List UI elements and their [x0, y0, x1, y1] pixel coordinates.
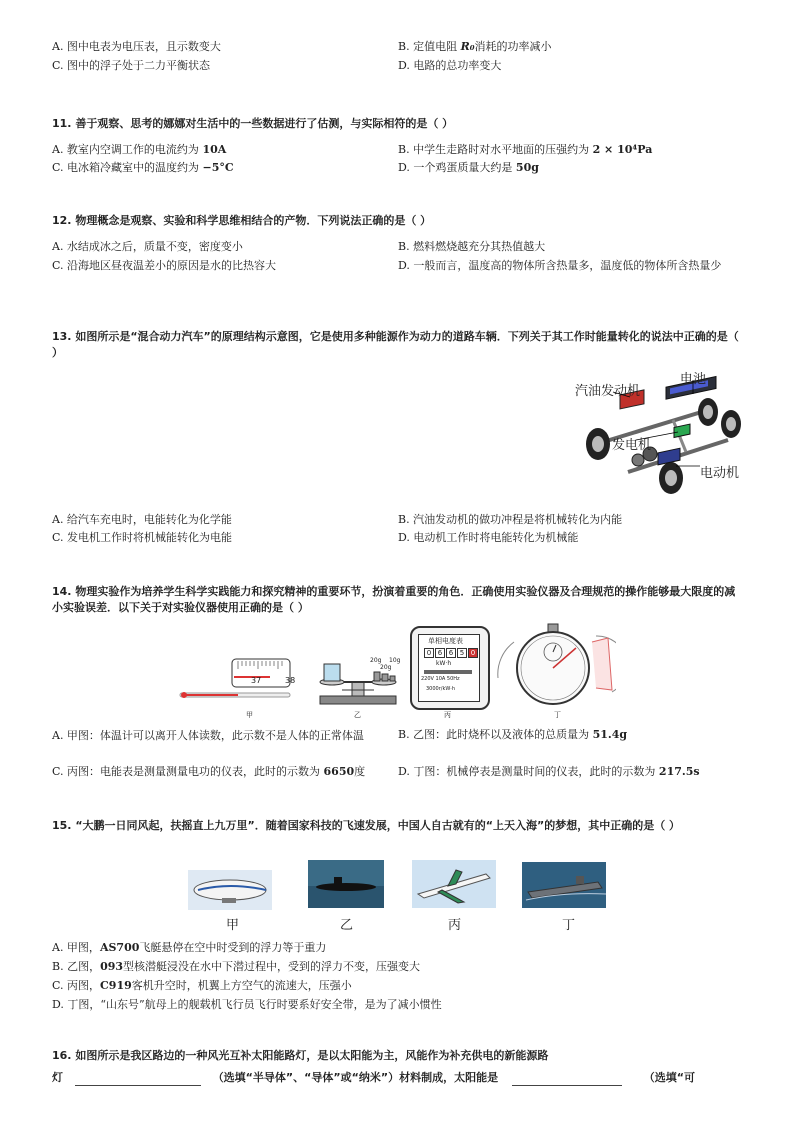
- q11-option-a[interactable]: A. 教室内空调工作的电流约为 10A: [52, 143, 227, 156]
- balance-figure: [318, 652, 401, 708]
- q16-blank-1[interactable]: [75, 1073, 201, 1086]
- q12-option-b[interactable]: B. 燃料燃烧越充分其热值越大: [398, 240, 546, 253]
- fig-label-yi: 乙: [354, 711, 361, 719]
- q12-option-c[interactable]: C. 沿海地区昼夜温差小的原因是水的比热容大: [52, 259, 277, 272]
- photo-label-yi: 乙: [340, 918, 354, 933]
- meter-title: 单相电度表: [428, 637, 463, 645]
- weight-2: 20g: [380, 664, 392, 671]
- c919-photo: [412, 860, 496, 908]
- thermo-tick-37: 37: [251, 676, 262, 685]
- wheel-rear-right: [659, 462, 683, 494]
- q13-option-a[interactable]: A. 给汽车充电时，电能转化为化学能: [52, 513, 232, 526]
- photo-label-ding: 丁: [562, 918, 576, 933]
- meter-rate: 3000r/kW·h: [426, 686, 456, 692]
- q11-option-c[interactable]: C. 电冰箱冷藏室中的温度约为 −5°C: [52, 161, 234, 174]
- fig-label-jia: 甲: [246, 711, 253, 719]
- submarine-photo: [308, 860, 384, 908]
- q13-stem: 13. 如图所示是“混合动力汽车”的原理结构示意图，它是使用多种能源作为动力的道路车辆．下列关于其工作时能量转化的说法中正确的是（ ）: [52, 330, 739, 359]
- meter-digit: 6: [446, 648, 456, 658]
- meter-digit: 5: [457, 648, 467, 658]
- photo-label-jia: 甲: [226, 918, 240, 933]
- q16-stem-line1: 16. 如图所示是我区路边的一种风光互补太阳能路灯，是以太阳能为主，风能作为补充供电的新能源路: [52, 1049, 549, 1062]
- q16-blank-2[interactable]: [512, 1073, 622, 1086]
- q10-option-b[interactable]: B. 定值电阻 R₀消耗的功率减小: [398, 40, 552, 53]
- meter-spec: 220V 10A 50Hz: [421, 676, 460, 682]
- label-motor: 电动机: [700, 466, 740, 481]
- q14-option-a[interactable]: A. 甲图：体温计可以离开人体读数，此示数不是人体的正常体温: [52, 729, 364, 742]
- label-gasoline-engine: 汽油发动机: [575, 384, 641, 399]
- fig-label-bing: 丙: [444, 711, 451, 719]
- q16-stem-line2: 灯 （选填“半导体”、“导体”或“纳米”）材料制成，太阳能是 （选填“可: [52, 1071, 695, 1084]
- meter-digit: 6: [435, 648, 445, 658]
- q13-option-c[interactable]: C. 发电机工作时将机械能转化为电能: [52, 531, 233, 544]
- q15-option-c[interactable]: C. 丙图，C919客机升空时，机翼上方空气的流速大，压强小: [52, 979, 352, 992]
- q11-stem: 11. 善于观察、思考的娜娜对生活中的一些数据进行了估测，与实际相符的是（ ）: [52, 117, 454, 130]
- photo-label-bing: 丙: [448, 918, 462, 933]
- stopwatch-figure: [496, 622, 616, 708]
- q15-option-d[interactable]: D. 丁图，“山东号”航母上的舰载机飞行员飞行时要系好安全带，是为了减小惯性: [52, 998, 442, 1011]
- airship-photo: [188, 870, 272, 910]
- thermo-tick-38: 38: [285, 676, 296, 685]
- meter-digit: 0: [468, 648, 478, 658]
- q12-option-d[interactable]: D. 一般而言，温度高的物体所含热量多，温度低的物体所含热量少: [398, 259, 722, 272]
- q12-stem: 12. 物理概念是观察、实验和科学思维相结合的产物．下列说法正确的是（ ）: [52, 214, 432, 227]
- q10-option-a[interactable]: A. 图中电表为电压表，且示数变大: [52, 40, 221, 53]
- meter-unit: kW·h: [436, 660, 452, 667]
- fig-label-ding: 丁: [554, 711, 561, 719]
- electric-meter-figure: [410, 626, 490, 710]
- meter-digit: 0: [424, 648, 434, 658]
- weight-1: 20g: [370, 657, 382, 664]
- meter-digits: [424, 648, 478, 658]
- wheel-front-left: [698, 398, 718, 426]
- q14-option-d[interactable]: D. 丁图：机械停表是测量时间的仪表，此时的示数为 217.5s: [398, 765, 700, 778]
- q15-stem: 15. “大鹏一日同风起，扶摇直上九万里”．随着国家科技的飞速发展，中国人自古就有的“上天入海”的梦想，其中正确的是（ ）: [52, 819, 681, 832]
- thermometer-figure: [178, 655, 298, 703]
- q13-option-b[interactable]: B. 汽油发动机的做功冲程是将机械转化为内能: [398, 513, 623, 526]
- q12-option-a[interactable]: A. 水结成冰之后，质量不变，密度变小: [52, 240, 243, 253]
- q15-option-b[interactable]: B. 乙图，093型核潜艇浸没在水中下潜过程中，受到的浮力不变，压强变大: [52, 960, 421, 973]
- q14-option-b[interactable]: B. 乙图：此时烧杯以及液体的总质量为 51.4g: [398, 728, 628, 741]
- wheel-front-right: [721, 410, 741, 438]
- label-battery: 电池: [680, 372, 707, 387]
- q14-option-c[interactable]: C. 丙图：电能表是测量测量电功的仪表，此时的示数为 6650度: [52, 765, 366, 778]
- wheel-rear-left: [586, 428, 610, 460]
- q13-option-d[interactable]: D. 电动机工作时将电能转化为机械能: [398, 531, 579, 544]
- q14-stem: 14. 物理实验作为培养学生科学实践能力和探究精神的重要环节，扮演着重要的角色．正确使用实验仪器及合理规范的操作能够最大限度的减小实验误差．以下关于对实验仪器使用正确的是（ ）: [52, 585, 736, 614]
- weight-3: 10g: [389, 657, 401, 664]
- q11-option-d[interactable]: D. 一个鸡蛋质量大约是 50g: [398, 161, 539, 174]
- q11-option-b[interactable]: B. 中学生走路时对水平地面的压强约为 2 × 10⁴Pa: [398, 143, 653, 156]
- q15-option-a[interactable]: A. 甲图，AS700飞艇悬停在空中时受到的浮力等于重力: [52, 941, 327, 954]
- q10-option-d[interactable]: D. 电路的总功率变大: [398, 59, 502, 72]
- q10-option-c[interactable]: C. 图中的浮子处于二力平衡状态: [52, 59, 211, 72]
- label-generator: 发电机: [612, 438, 652, 453]
- aircraft-carrier-photo: [522, 862, 606, 908]
